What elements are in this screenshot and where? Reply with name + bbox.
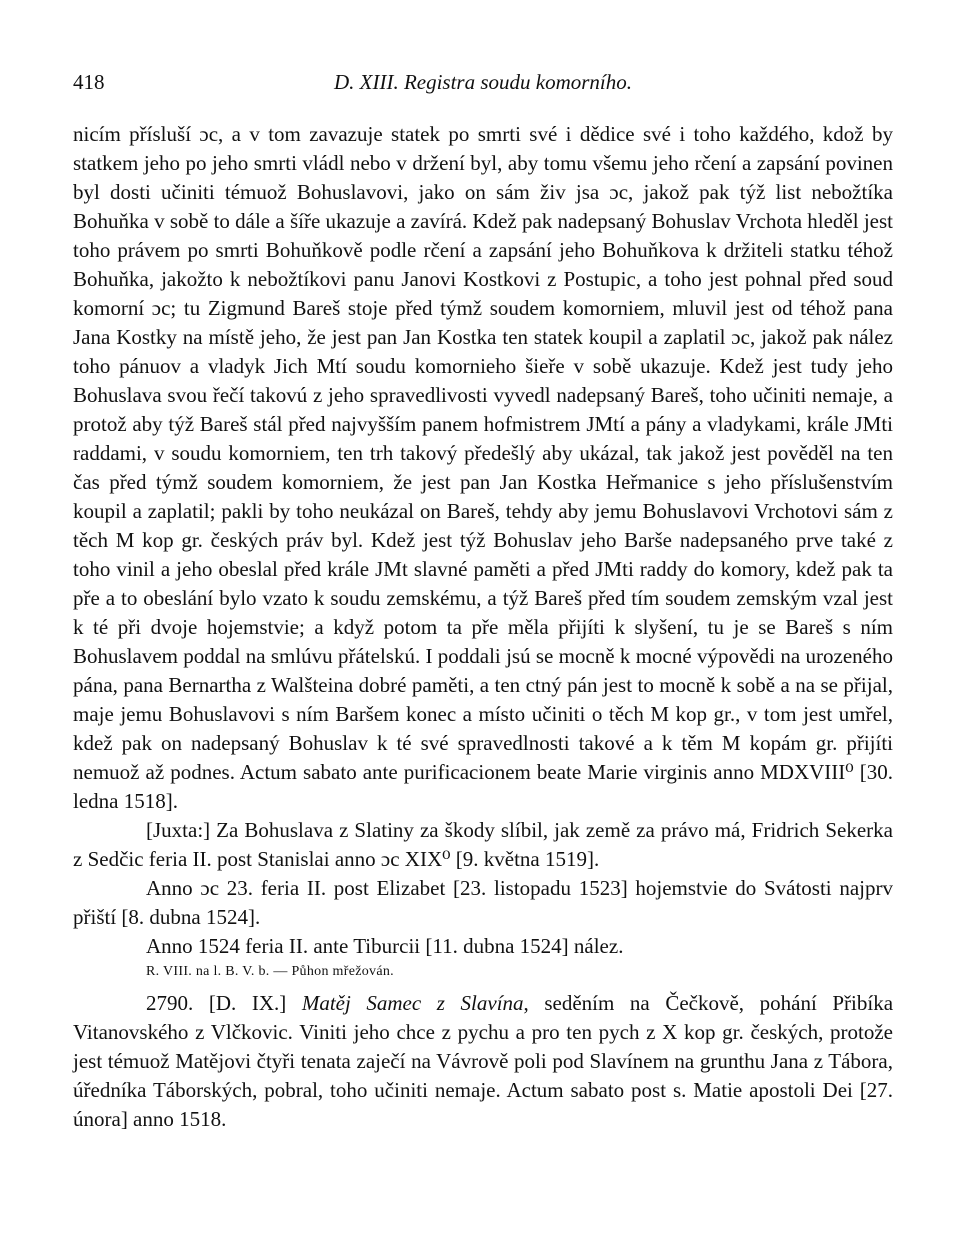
page-number: 418 [73,70,105,94]
paragraph-juxta: [Juxta:] Za Bohuslava z Slatiny za škody slíbil, jak země za právo má, Fridrich Sekerka z Sedčic feria II. post Stanislai anno ɔc XIX⁰ [9. května 1519]. [73,818,893,871]
source-note: R. VIII. na l. B. V. b. — Půhon mřežován. [146,964,394,979]
entry-names: Matěj Samec z Slavína [301,991,524,1015]
running-header [73,70,893,98]
entry-number: 2790. [D. IX.] [146,991,287,1015]
paragraph-nalez: Anno 1524 feria II. ante Tiburcii [11. dubna 1524] nález. [146,934,624,958]
entry-2790 [73,989,893,1134]
paragraph-hojemstvie: Anno ɔc 23. feria II. post Elizabet [23. listopadu 1523] hojemstvie do Svátosti najprv přiští [8. dubna 1524]. [73,876,893,929]
entry-text: , seděním na Čečkově, pohání Přibíka Vitanovského z Vlčkovic. Viniti jeho chce z pychu a pro ten pych z X kop gr. českých, protože jest témuož Matějovi čtyři tenata zaječí na Vávrově poli pod Slavínem na grunthu Jana z Tábora, úředníka Táborských, pobral, toho učiniti nemaje. Actum sabato post s. Matie apostoli Dei [27. února] anno 1518. [73,991,894,1131]
body-text [73,120,893,1134]
running-title: D. XIII. Registra soudu komorního. [333,70,633,94]
paragraph-continuation: nicím přísluší ɔc, a v tom zavazuje statek po smrti své i dědice své i toho každého, kdož by statkem jeho po jeho smrti vládl nebo v držení byl, aby tomu všemu jeho rčení a zapsání povinen byl dosti učiniti témuož Bohuslavovi, jako on sám živ jsa ɔc, jakož pak týž list nebožtíka Bohuňka v sobě to dále a šíře ukazuje a zavírá. Kdež pak nadepsaný Bohuslav Vrchota hleděl jest toho právem po smrti Bohuňkově podle rčení a zapsání jeho Bohuňkova k držiteli statku téhož Bohuňka, jakožto k nebožtíkovi panu Janovi Kostkovi z Postupic, a toho jest pohnal před soud komorní ɔc; tu Zigmund Bareš stoje před týmž soudem komorniem, mluvil jest od téhož pana Jana Kostky na místě jeho, že jest pan Jan Kostka ten statek koupil a zaplatil ɔc, jakož pak nález toho pánuov a vladyk Jich Mtí soudu komornieho šieře v sobě ukazuje. Kdež jest tudy jeho Bohuslava svou řečí takovú z jeho spravedlivosti vyvedl nadepsaný Bareš, toho učiniti nemaje, a protož aby týž Bareš stál před najvyšším panem hofmistrem JMtí a pány a vladykami, krále JMti raddami, v soudu komorniem, ten trh takový předešlý aby ukázal, tak jakož jest pověděl na ten čas před týmž soudem komorniem, že jest pan Jan Kostka Heřmanice s jeho příslušenstvím koupil a zaplatil; pakli by toho neukázal on Bareš, tehdy aby jemu Bohuslavovi Vrchotovi sám z těch M kop gr. českých práv byl. Kdež jest týž Bohuslav jeho Barše nadepsaného prve také z toho vinil a jeho obeslal před krále JMt slavné paměti a před JMti raddy do komory, kdež pak ta pře a to obeslání bylo vzato k soudu zemskému, a týž Bareš před tím soudem zemským vzal jest k té při dvoje hojemstvie; a když potom ta pře měla přijíti k slyšení, tu je se Bareš s ním Bohuslavem poddal na smlúvu přátelskú. I poddali jsú se mocně k mocné výpovědi na urozeného pána, pana Bernartha z Walšteina dobré paměti, a ten ctný pán jest to mocně k sobě a na se přijal, maje jemu Bohuslavovi s ním Baršem konec a místo učiniti o těch M kop gr., v tom jest umřel, kdež pak on nadepsaný Bohuslav k té své spravedlnosti takové a k těm M kopám gr. přijíti nemuož až podnes. Actum sabato ante purificacionem beate Marie virginis anno MDXVIII⁰ [30. ledna 1518]. [73,122,893,813]
